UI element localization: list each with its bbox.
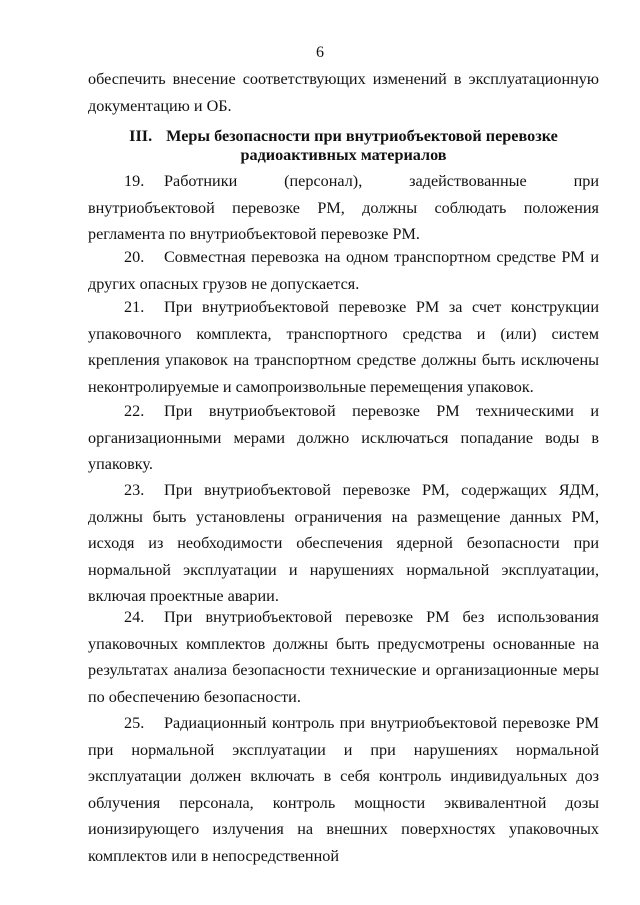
paragraph-number: 20. [124, 248, 145, 266]
paragraph-text: При внутриобъектовой перевозке РМ за счет конструкции упаковочного комплекта, транспортного средства и (или) систем крепления упаковок на транспортном средстве должны быть исключены неконтролируемые и самопроизвольные перемещения упаковок. [88, 298, 599, 396]
page-number: 6 [316, 44, 324, 61]
paragraph-21-block [88, 294, 599, 400]
paragraph-number: 23. [124, 481, 145, 499]
paragraph-19-block [88, 168, 599, 248]
section-heading-line1 [88, 127, 599, 146]
intro-paragraph: обеспечить внесение соответствующих изменений в эксплуатационную документацию и ОБ. [88, 70, 599, 115]
section-title-line2: радиоактивных материалов [240, 146, 447, 164]
paragraph-text: Радиационный контроль при внутриобъектовой перевозке РМ при нормальной эксплуатации и при нарушениях нормальной эксплуатации должен включать в себя контроль индивидуальных доз облучения персонала, контроль мощности эквивалентной дозы ионизирующего излучения на внешних поверхностях упаковочных комплектов или в непосредственной [88, 714, 599, 865]
paragraph-20 [88, 244, 599, 297]
paragraph-number: 25. [124, 714, 145, 732]
paragraph-25 [88, 710, 599, 869]
paragraph-text: При внутриобъектовой перевозке РМ техническими и организационными мерами должно исключаться попадание воды в упаковку. [88, 402, 599, 473]
paragraph-24 [88, 604, 599, 710]
section-number: III. [129, 127, 153, 145]
paragraph-20-block [88, 244, 599, 297]
intro-block [88, 66, 599, 119]
paragraph-22 [88, 398, 599, 478]
paragraph-text: При внутриобъектовой перевозке РМ, содержащих ЯДМ, должны быть установлены ограничения на размещение данных РМ, исходя из необходимости обеспечения ядерной безопасности при нормальной эксплуатации и нарушениях нормальной эксплуатации, включая проектные аварии. [88, 481, 599, 605]
paragraph-19 [88, 168, 599, 248]
paragraph-23 [88, 477, 599, 610]
paragraph-23-block [88, 477, 599, 610]
paragraph-text: Работники (персонал), задействованные при внутриобъектовой перевозке РМ, должны соблюдать положения регламента по внутриобъектовой перевозке РМ. [88, 172, 599, 243]
section-heading [88, 127, 599, 165]
paragraph-number: 22. [124, 402, 145, 420]
paragraph-22-block [88, 398, 599, 478]
paragraph-24-block [88, 604, 599, 710]
paragraph-number: 19. [124, 172, 145, 190]
paragraph-number: 24. [124, 608, 145, 626]
paragraph-21 [88, 294, 599, 400]
paragraph-number: 21. [124, 298, 145, 316]
paragraph-text: Совместная перевозка на одном транспортном средстве РМ и других опасных грузов не допускается. [88, 248, 599, 293]
paragraph-25-block [88, 710, 599, 869]
section-title-line1: Меры безопасности при внутриобъектовой перевозке [166, 127, 558, 145]
paragraph-text: При внутриобъектовой перевозке РМ без использования упаковочных комплектов должны быть предусмотрены основанные на результатах анализа безопасности технические и организационные меры по обеспечению безопасности. [88, 608, 599, 706]
